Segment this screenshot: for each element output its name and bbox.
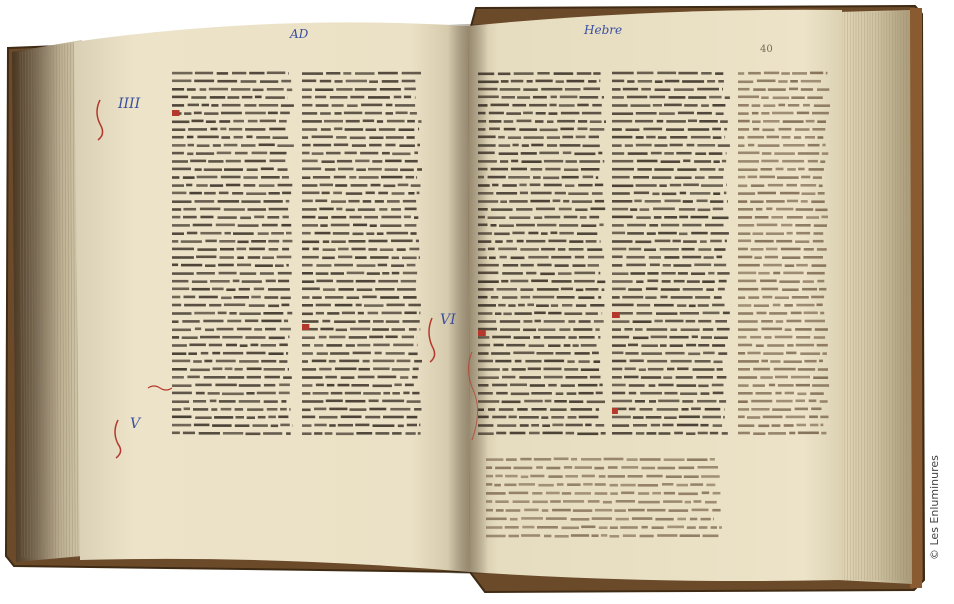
chapter-mark-6: VI <box>440 312 456 328</box>
folio-number: 40 <box>760 44 773 55</box>
manuscript-photo: AD Hebre 40 IIII V VI © Les Enluminures <box>0 0 954 600</box>
chapter-mark-5: V <box>130 416 142 432</box>
running-head-left: AD <box>289 27 309 41</box>
binding-edge-right <box>910 8 922 588</box>
chapter-mark-4: IIII <box>117 96 141 112</box>
right-page <box>468 10 842 581</box>
running-head-right: Hebre <box>583 23 622 37</box>
